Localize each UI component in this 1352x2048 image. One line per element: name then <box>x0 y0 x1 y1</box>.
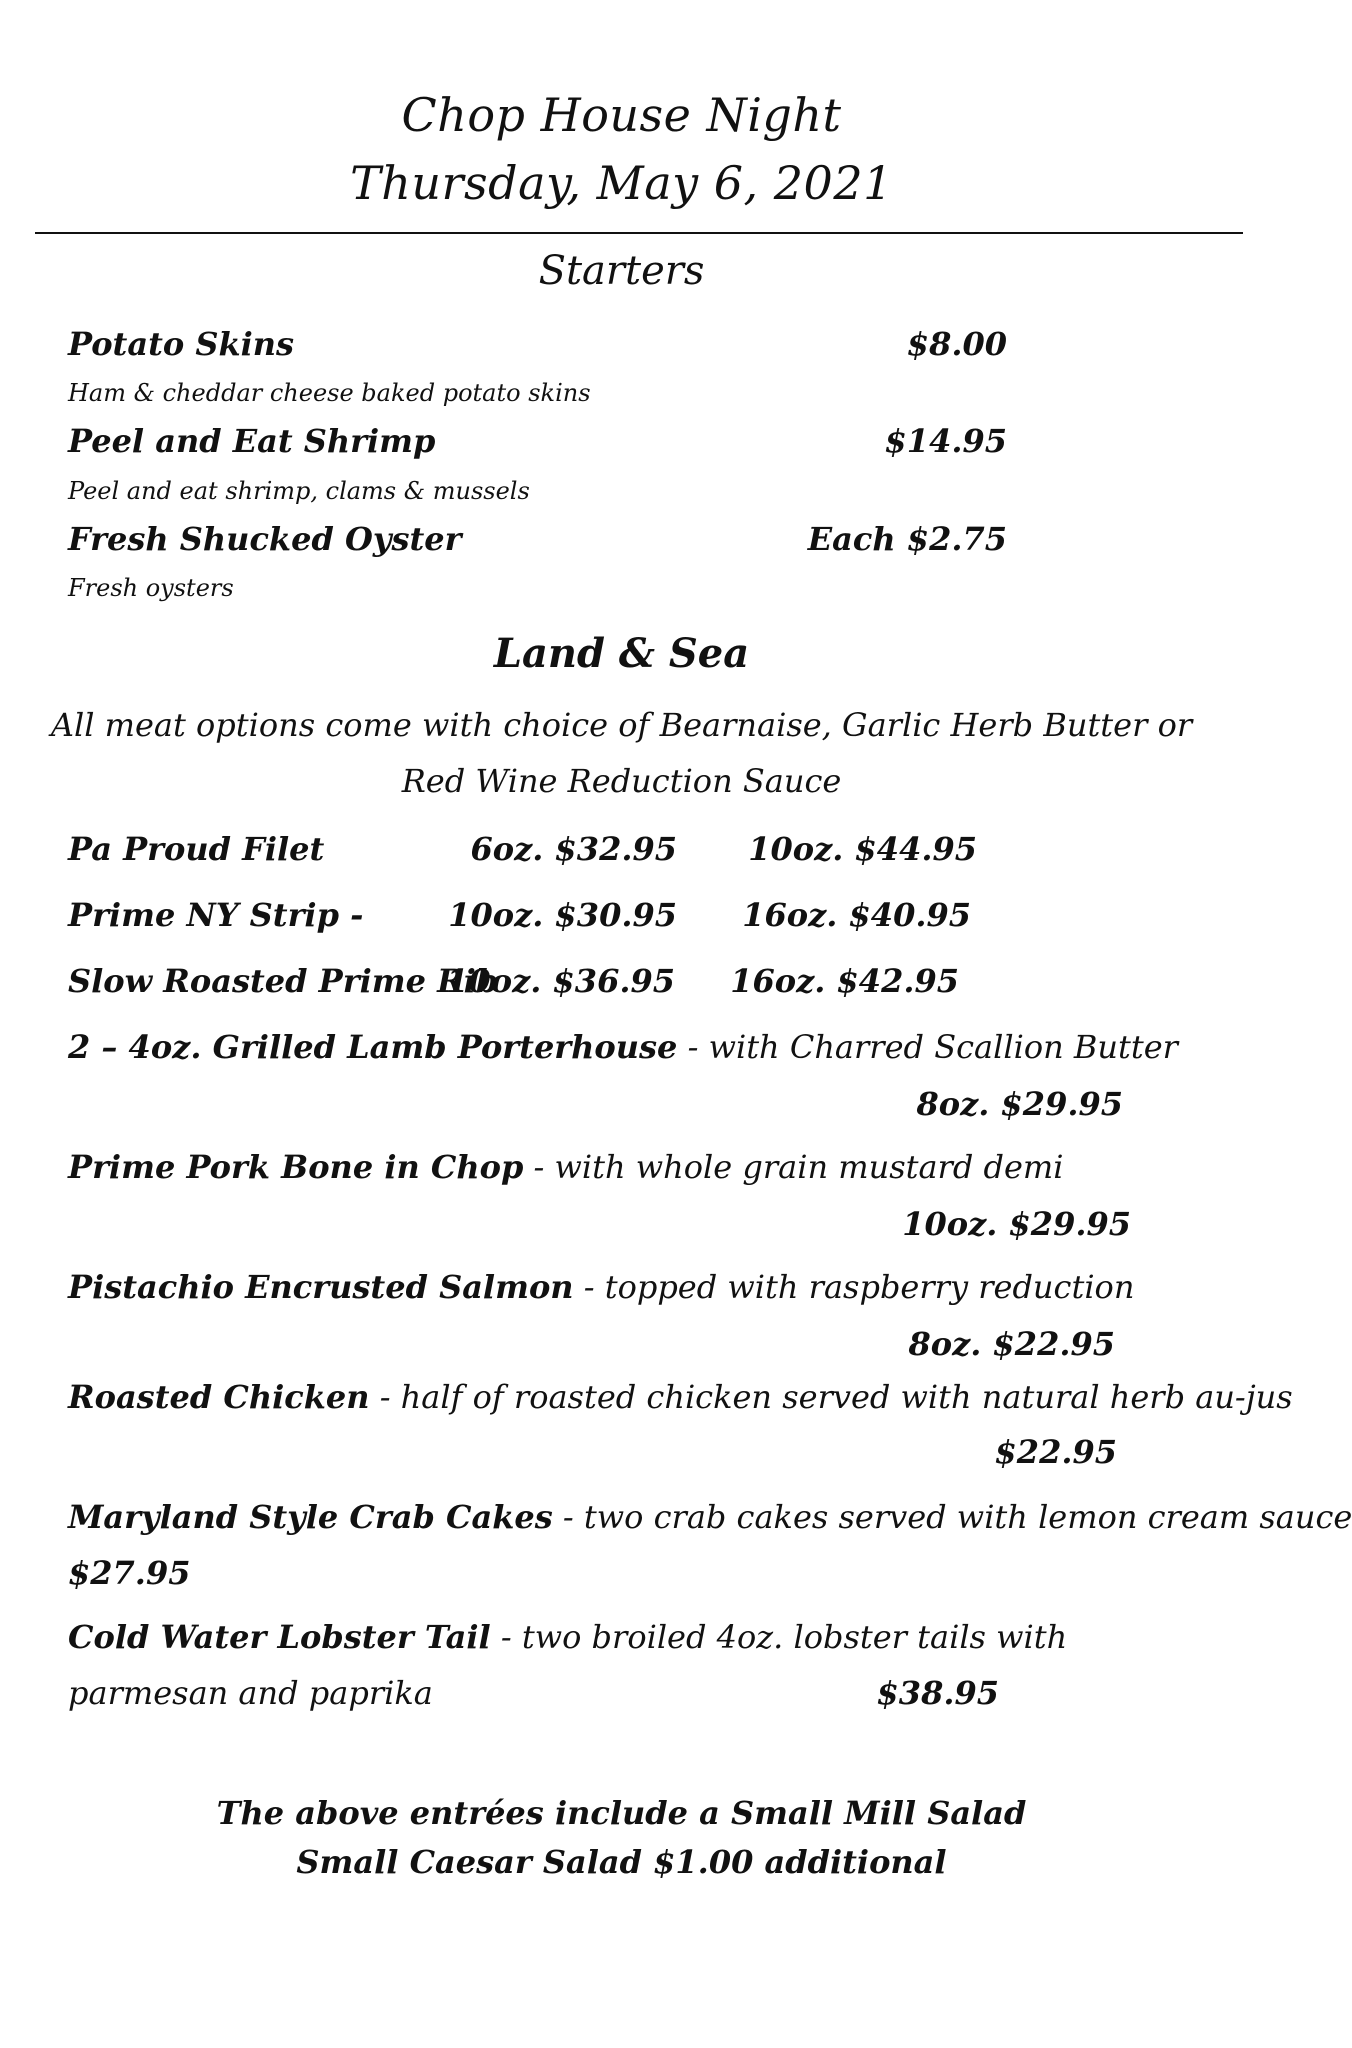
starter-description: Peel and eat shrimp, clams & mussels <box>68 477 530 505</box>
starter-price: $14.95 <box>884 422 1007 460</box>
starter-description: Ham & cheddar cheese baked potato skins <box>68 379 591 407</box>
steak-price-small: 6oz. $32.95 <box>470 830 677 868</box>
starter-price: Each $2.75 <box>807 520 1007 558</box>
entree-price: $27.95 <box>68 1554 191 1592</box>
entree-line <box>68 1378 1293 1416</box>
entree-name: Pistachio Encrusted Salmon <box>68 1268 574 1306</box>
entree-price: 10oz. $29.95 <box>902 1205 1131 1243</box>
sauce-note-line2: Red Wine Reduction Sauce <box>401 762 842 800</box>
menu-date: Thursday, May 6, 2021 <box>350 156 893 210</box>
entree-description-continued: parmesan and paprika <box>68 1674 433 1712</box>
steak-price-large: 10oz. $44.95 <box>748 830 977 868</box>
entree-description: - two crab cakes served with lemon cream sauce <box>552 1498 1352 1536</box>
sauce-note-line1: All meat options come with choice of Bearnaise, Garlic Herb Butter or <box>50 706 1193 744</box>
steak-name: Slow Roasted Prime Rib <box>68 962 499 1000</box>
entree-name: 2 – 4oz. Grilled Lamb Porterhouse <box>68 1028 678 1066</box>
entree-price: 8oz. $29.95 <box>916 1085 1123 1123</box>
entree-name: Maryland Style Crab Cakes <box>68 1498 553 1536</box>
entree-name: Prime Pork Bone in Chop <box>68 1148 524 1186</box>
steak-price-large: 16oz. $40.95 <box>742 896 971 934</box>
entree-price: 8oz. $22.95 <box>908 1325 1115 1363</box>
starter-name: Fresh Shucked Oyster <box>68 520 462 558</box>
entree-description: - with whole grain mustard demi <box>523 1148 1064 1186</box>
starter-description: Fresh oysters <box>68 574 234 602</box>
footer-note-line2: Small Caesar Salad $1.00 additional <box>296 1843 947 1881</box>
steak-name: Pa Proud Filet <box>68 830 325 868</box>
steak-name: Prime NY Strip - <box>68 896 364 934</box>
menu-title: Chop House Night <box>401 88 842 142</box>
footer-note-line1: The above entrées include a Small Mill Salad <box>216 1794 1027 1832</box>
entree-name: Roasted Chicken <box>68 1378 370 1416</box>
entree-description: - two broiled 4oz. lobster tails with <box>490 1618 1068 1656</box>
entree-name: Cold Water Lobster Tail <box>68 1618 491 1656</box>
steak-price-large: 16oz. $42.95 <box>730 962 959 1000</box>
starter-name: Potato Skins <box>68 325 295 363</box>
section-title-starters: Starters <box>538 248 705 294</box>
entree-description: - topped with raspberry reduction <box>573 1268 1135 1306</box>
entree-description: - half of roasted chicken served with natural herb au-jus <box>369 1378 1293 1416</box>
starter-name: Peel and Eat Shrimp <box>68 422 436 460</box>
header-divider <box>35 232 1243 234</box>
section-title-land-sea: Land & Sea <box>493 630 750 677</box>
entree-price: $22.95 <box>994 1433 1117 1471</box>
entree-line <box>68 1268 1134 1306</box>
entree-description: - with Charred Scallion Butter <box>677 1028 1178 1066</box>
steak-price-small: 10oz. $36.95 <box>446 962 675 1000</box>
entree-line <box>68 1148 1064 1186</box>
entree-line <box>68 1028 1178 1066</box>
entree-price: $38.95 <box>876 1674 999 1712</box>
steak-price-small: 10oz. $30.95 <box>448 896 677 934</box>
starter-price: $8.00 <box>906 325 1007 363</box>
entree-line <box>68 1618 1067 1656</box>
entree-line <box>68 1498 1352 1536</box>
